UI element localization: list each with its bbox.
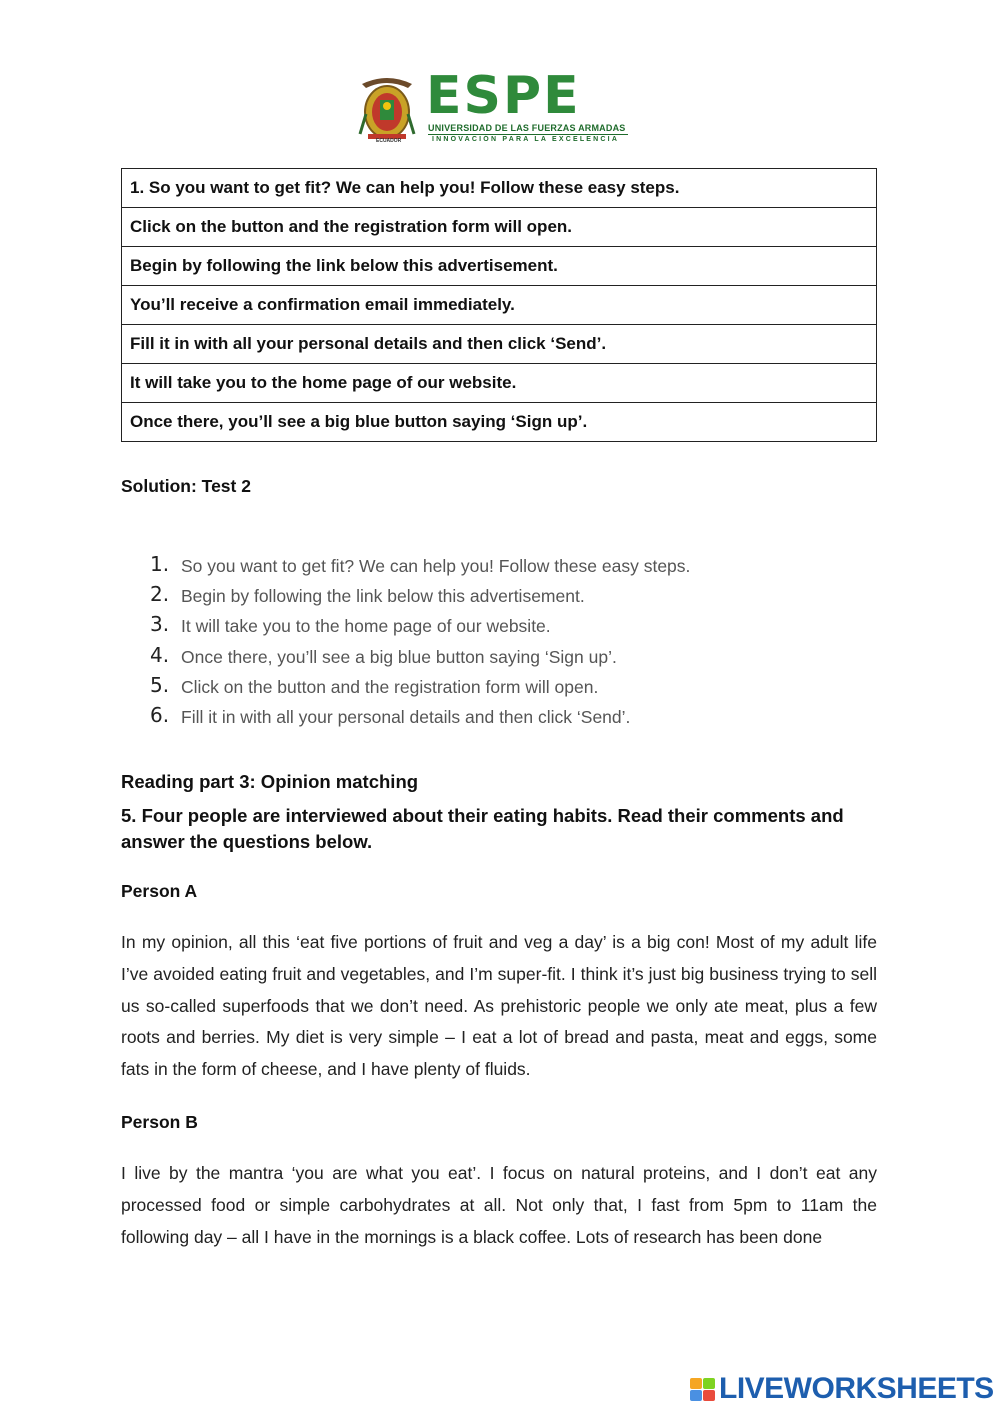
person-b-comment: I live by the mantra ‘you are what you eat’. I focus on natural proteins, and I don’t eat any processed food or simple carbohydrates at all. Not only that, I fast from 5pm to 11am the following day – all I have in the mornings is a black coffee. Lots of research has been done: [121, 1163, 877, 1247]
table-cell: Fill it in with all your personal details and then click ‘Send’.: [122, 325, 877, 364]
espe-logo: [356, 66, 628, 148]
steps-table: [121, 168, 877, 442]
list-text: Fill it in with all your personal details and then click ‘Send’.: [181, 706, 631, 727]
table-cell: Once there, you’ll see a big blue button saying ‘Sign up’.: [122, 403, 877, 442]
list-number: 4.: [150, 642, 170, 667]
table-row: [122, 325, 877, 364]
table-row: [122, 247, 877, 286]
table-row: [122, 286, 877, 325]
list-text: Click on the button and the registration form will open.: [181, 676, 599, 697]
table-row: [122, 403, 877, 442]
list-number: 5.: [150, 672, 170, 697]
list-text: Begin by following the link below this advertisement.: [181, 586, 585, 607]
liveworksheets-logo: [690, 1372, 994, 1406]
table-cell: You’ll receive a confirmation email immediately.: [122, 286, 877, 325]
country-label: ECUADOR: [376, 138, 402, 144]
list-text: Once there, you’ll see a big blue button saying ‘Sign up’.: [181, 646, 617, 667]
logo-wordmark: ESPE: [426, 66, 581, 126]
liveworksheets-blocks-icon: [690, 1378, 716, 1402]
table-cell: It will take you to the home page of our website.: [122, 364, 877, 403]
list-text: It will take you to the home page of our website.: [181, 616, 551, 637]
person-b-heading: Person B: [121, 1112, 198, 1132]
list-number: 3.: [150, 612, 170, 637]
question-prompt: 5. Four people are interviewed about their eating habits. Read their comments and answer the questions below.: [121, 805, 844, 852]
table-cell: Click on the button and the registration form will open.: [122, 208, 877, 247]
table-cell: Begin by following the link below this advertisement.: [122, 247, 877, 286]
solution-heading: Solution: Test 2: [121, 476, 251, 496]
university-motto: INNOVACIÓN PARA LA EXCELENCIA: [432, 136, 620, 143]
brand-wordmark: LIVEWORKSHEETS: [719, 1372, 994, 1405]
university-name: UNIVERSIDAD DE LAS FUERZAS ARMADAS: [428, 123, 626, 133]
table-row: [122, 208, 877, 247]
reading-heading: Reading part 3: Opinion matching: [121, 771, 419, 792]
table-cell: 1. So you want to get fit? We can help you! Follow these easy steps.: [122, 169, 877, 208]
person-a-comment: In my opinion, all this ‘eat five portions of fruit and veg a day’ is a big con! Most of my adult life I’ve avoided eating fruit and vegetables, and I’m super-fit. I think it’s just big business trying to sell us so-called superfoods that we don’t need. As prehistoric people we only ate meat, plus a few roots and berries. My diet is very simple – I eat a lot of bread and pasta, meat and eggs, some fats in the form of cheese, and I have plenty of fluids.: [121, 932, 877, 1080]
person-a-heading: Person A: [121, 881, 198, 901]
table-row: [122, 364, 877, 403]
list-number: 2.: [150, 582, 170, 607]
coat-of-arms-icon: [356, 74, 418, 146]
list-text: So you want to get fit? We can help you! Follow these easy steps.: [181, 556, 691, 576]
table-row: [122, 169, 877, 208]
list-number: 6.: [150, 702, 170, 727]
logo-divider: [428, 134, 628, 135]
list-number: 1.: [150, 552, 170, 576]
